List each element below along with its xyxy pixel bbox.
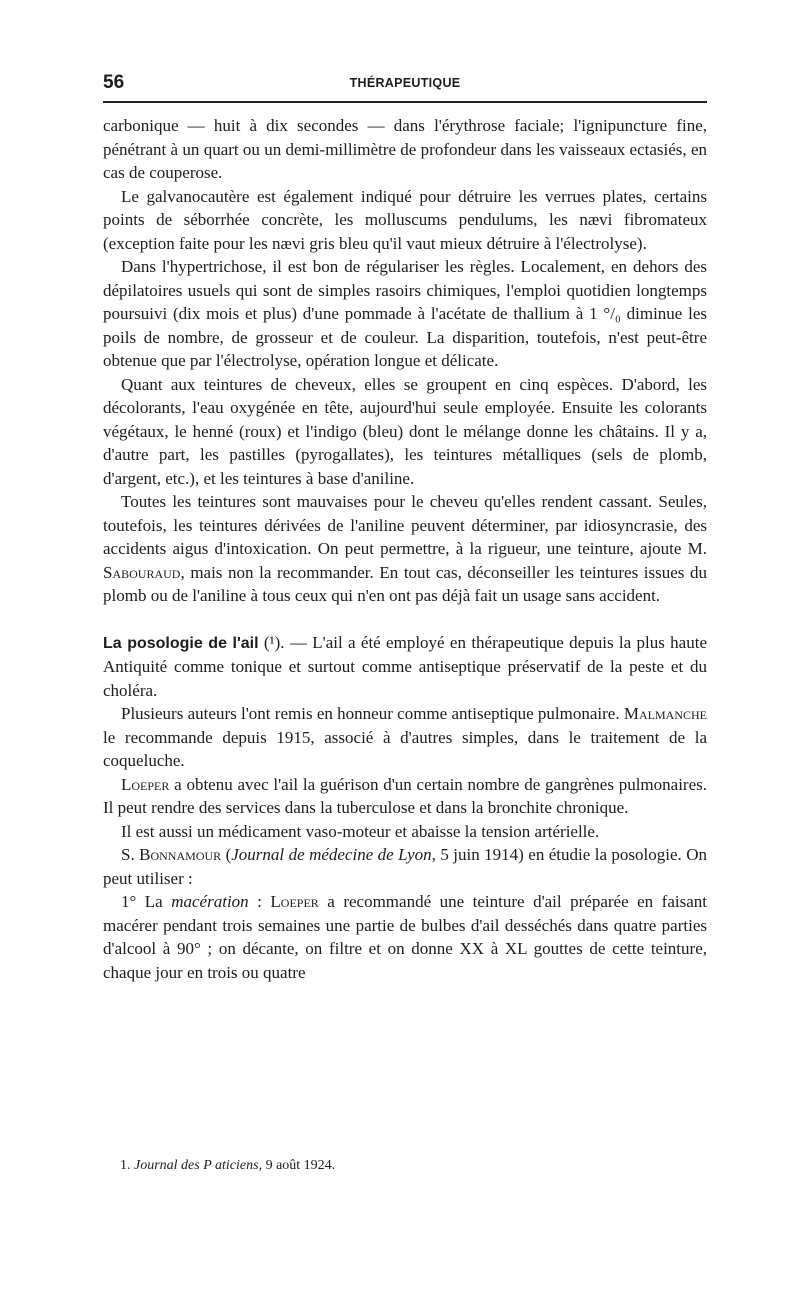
- page-header: [103, 72, 707, 98]
- footnote-number: 1.: [120, 1158, 134, 1173]
- paragraph-text: Il est aussi un médicament vaso-moteur et abaisse la tension artérielle.: [121, 821, 600, 841]
- paragraph: [103, 773, 707, 820]
- section-title: La posologie de l'ail: [103, 634, 259, 652]
- paragraph: [103, 490, 707, 608]
- running-title: THÉRAPEUTIQUE: [349, 76, 461, 90]
- emphasis: macération: [171, 892, 249, 911]
- author-name: Loeper: [121, 774, 170, 794]
- paragraph-text: 1° La: [121, 892, 172, 911]
- journal-title: Journal de médecine de Lyon: [231, 845, 432, 864]
- paragraph-text: carbonique — huit à dix secondes — dans l'érythrose faciale; l'ignipuncture fine, pénétrant à un quart ou un demi-millimètre de profondeur dans les vaisseaux ectasiés, en cas de couperose.: [103, 116, 707, 182]
- paragraph: [103, 255, 707, 373]
- paragraph-text: a recommandé une teinture d'ail préparée en faisant macérer pendant trois semaines une partie de bulbes d'ail desséchés dans quatre parties d'alcool à 90° ; on décante, on filtre et on donne XX à XL gouttes de cette teinture, chaque jour en trois ou quatre: [103, 892, 707, 982]
- paragraph-text: , mais non la recommander. En tout cas, déconseiller les teintures issues du plomb ou de l'aniline à tous ceux qui n'en ont pas déjà fait un usage sans accident.: [103, 562, 707, 605]
- paragraph-text: le recommande depuis 1915, associé à d'autres simples, dans le traitement de la coqueluche.: [103, 727, 707, 770]
- body-text: [103, 114, 707, 984]
- author-name: Malmanche: [623, 704, 708, 723]
- header-rule: [103, 101, 707, 103]
- footnote-ref: (¹).: [258, 632, 285, 652]
- paragraph-text: a obtenu avec l'ail la guérison d'un certain nombre de gangrènes pulmonaires. Il peut rendre des services dans la tuberculose et dans la bronchite chronique.: [103, 774, 707, 817]
- author-name: Loeper: [270, 892, 319, 911]
- paragraph: [103, 843, 707, 890]
- footnote-date: , 9 août 1924.: [258, 1158, 336, 1173]
- paragraph-text: (: [221, 845, 232, 864]
- author-name: S. Bonnamour: [121, 845, 222, 864]
- paragraph-text: Le galvanocautère est également indiqué pour détruire les verrues plates, certains points de séborrhée concrète, les molluscums pendulums, les nævi fibromateux (exception faite pour les nævi gris bleu qu'il vaut mieux détruire à l'électrolyse).: [103, 186, 707, 253]
- paragraph-text: Toutes les teintures sont mauvaises pour le cheveu qu'elles rendent cassant. Seules, toutefois, les teintures dérivées de l'aniline peuvent déterminer, par idiosyncrasie, des accidents aigus d'intoxication. On peut permettre, à la rigueur, une teinture, ajoute M.: [103, 492, 707, 558]
- footnote: [120, 1157, 335, 1175]
- paragraph: [103, 185, 707, 256]
- author-name: Sabouraud: [103, 562, 181, 582]
- paragraph-text: Quant aux teintures de cheveux, elles se groupent en cinq espèces. D'abord, les décolorants, l'eau oxygénée en tête, aujourd'hui seule employée. Ensuite les colorants végétaux, le henné (roux) et l'indigo (bleu) dont le mélange donne les châtains. Il y a, d'autre part, les pastilles (pyrogallates), les teintures métalliques (sels de plomb, d'argent, etc.), et les teintures à base d'aniline.: [103, 374, 707, 488]
- paragraph: [103, 820, 707, 844]
- paragraph-text: , 5 juin 1914) en étudie la posologie. On peut utiliser :: [103, 845, 708, 888]
- footnote-journal: Journal des P aticiens: [134, 1158, 259, 1173]
- paragraph: [103, 890, 707, 984]
- page-number: 56: [103, 72, 125, 93]
- paragraph: [103, 373, 707, 491]
- section-paragraph: [103, 631, 707, 703]
- paragraph: [103, 702, 707, 773]
- paragraph-text: Plusieurs auteurs l'ont remis en honneur comme antiseptique pulmonaire.: [121, 704, 620, 723]
- paragraph: [103, 114, 707, 185]
- paragraph-text: — L'ail a été employé en thérapeutique depuis la plus haute Antiquité comme tonique et surtout comme antiseptique préservatif de la peste et du choléra.: [103, 632, 707, 700]
- paragraph-text: :: [248, 892, 271, 911]
- paragraph-text: Dans l'hypertrichose, il est bon de régulariser les règles. Localement, en dehors des dépilatoires usuels qui sont de simples rasoirs chimiques, l'emploi quotidien longtemps poursuivi (dix mois et plus) d'une pommade à l'acétate de thallium à 1 °/₀ diminue les poils de nombre, de grosseur et de couleur. La disparition, toutefois, n'est peut-être obtenue que par l'électrolyse, opération longue et délicate.: [103, 257, 707, 370]
